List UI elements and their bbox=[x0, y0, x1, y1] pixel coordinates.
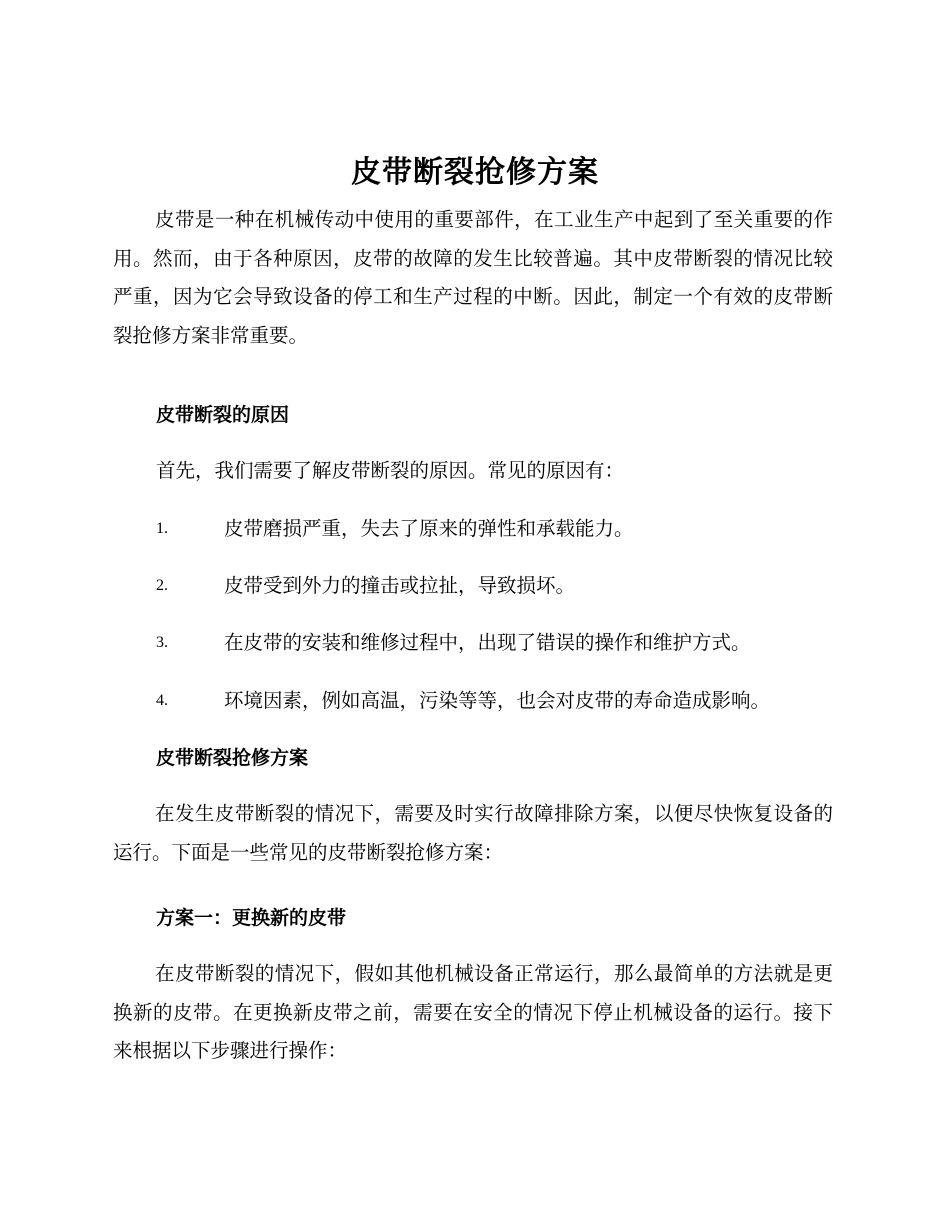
list-item bbox=[156, 514, 856, 544]
repair-plan-paragraph: 在发生皮带断裂的情况下，需要及时实行故障排除方案，以便尽快恢复设备的运行。下面是一些常见的皮带断裂抢修方案： bbox=[113, 802, 833, 864]
list-text: 环境因素，例如高温，污染等等，也会对皮带的寿命造成影响。 bbox=[224, 689, 771, 712]
list-number: 3. bbox=[156, 634, 168, 651]
section-heading-causes: 皮带断裂的原因 bbox=[156, 404, 290, 426]
list-text: 皮带受到外力的撞击或拉扯，导致损坏。 bbox=[224, 574, 576, 597]
list-item bbox=[156, 571, 856, 601]
section-heading-repair-plan: 皮带断裂抢修方案 bbox=[156, 747, 309, 769]
causes-lead-text: 首先，我们需要了解皮带断裂的原因。常见的原因有： bbox=[156, 459, 625, 482]
list-text: 在皮带的安装和维修过程中，出现了错误的操作和维护方式。 bbox=[224, 631, 751, 654]
section-heading-plan-one: 方案一：更换新的皮带 bbox=[156, 907, 347, 929]
list-number: 4. bbox=[156, 692, 168, 709]
document-title: 皮带断裂抢修方案 bbox=[351, 155, 599, 190]
intro-paragraph: 皮带是一种在机械传动中使用的重要部件，在工业生产中起到了至关重要的作用。然而，由于各种原因，皮带的故障的发生比较普遍。其中皮带断裂的情况比较严重，因为它会导致设备的停工和生产过程的中断。因此，制定一个有效的皮带断裂抢修方案非常重要。 bbox=[113, 208, 833, 347]
list-number: 2. bbox=[156, 577, 168, 594]
list-number: 1. bbox=[156, 520, 168, 537]
list-text: 皮带磨损严重，失去了原来的弹性和承载能力。 bbox=[224, 517, 634, 540]
plan-one-paragraph: 在皮带断裂的情况下，假如其他机械设备正常运行，那么最简单的方法就是更换新的皮带。在更换新皮带之前，需要在安全的情况下停止机械设备的运行。接下来根据以下步骤进行操作： bbox=[113, 962, 833, 1062]
list-item bbox=[156, 686, 856, 716]
list-item bbox=[156, 628, 856, 658]
